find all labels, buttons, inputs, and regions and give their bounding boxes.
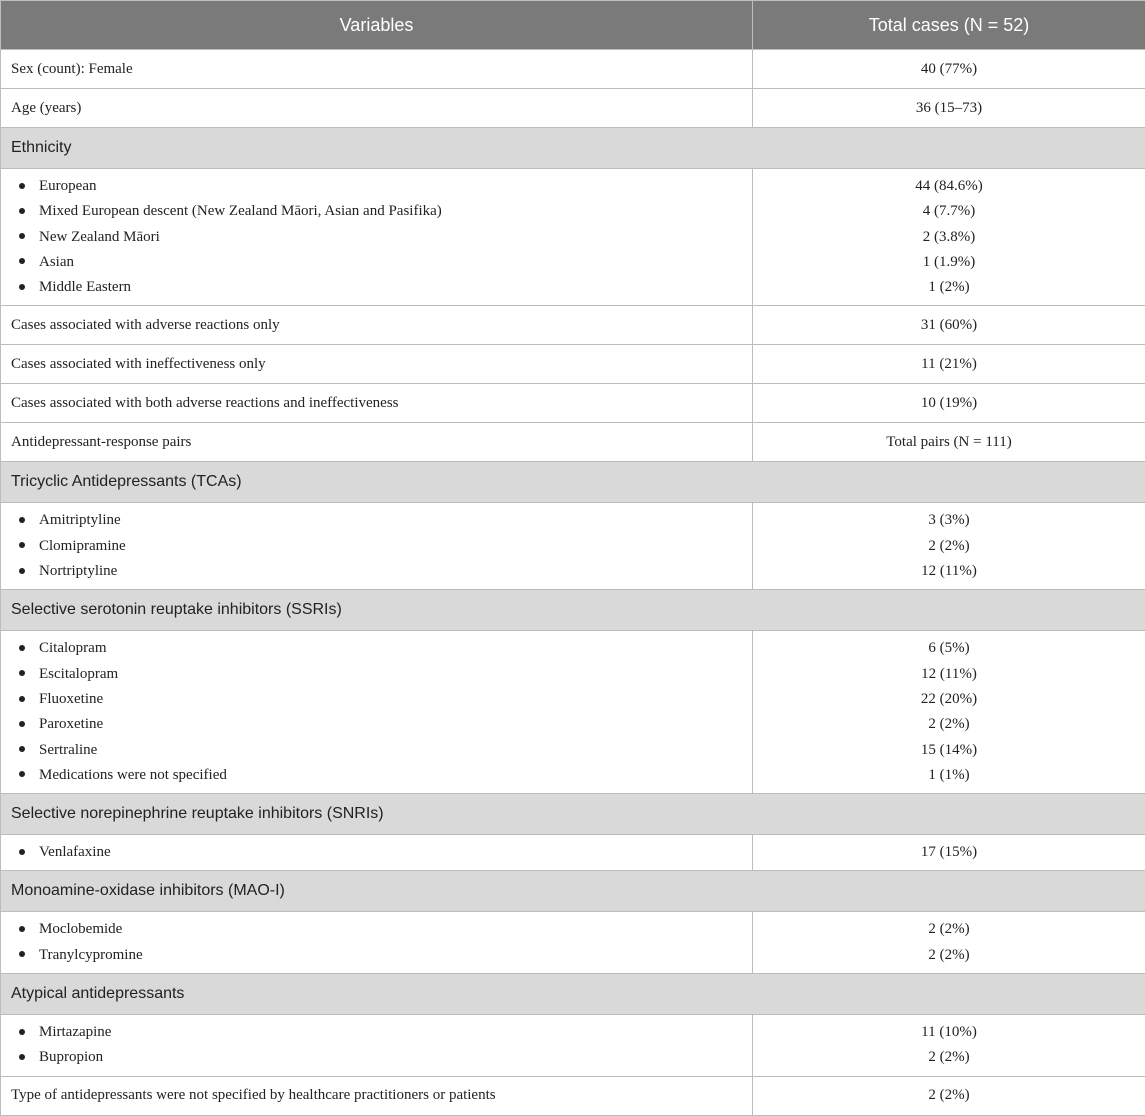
list-item-label: Nortriptyline (39, 563, 117, 579)
bullet-icon (11, 534, 39, 559)
group-values (753, 835, 1145, 871)
row-value: 10 (19%) (753, 384, 1145, 423)
list-item (11, 250, 742, 275)
list-item-label: Sertraline (39, 742, 97, 758)
list-item-value: 4 (7.7%) (763, 199, 1135, 224)
list-item (11, 225, 742, 250)
list-item (11, 534, 742, 559)
table-row (1, 384, 1145, 423)
group-row (1, 169, 1145, 306)
list-item-value: 2 (2%) (763, 534, 1135, 559)
row-value: 11 (21%) (753, 345, 1145, 384)
row-label: Antidepressant-response pairs (1, 423, 753, 462)
group-values (753, 169, 1145, 306)
row-label: Cases associated with ineffectiveness only (1, 345, 753, 384)
list-item-value: 12 (11%) (763, 662, 1135, 687)
bullet-icon (11, 687, 39, 712)
list-item-value: 15 (14%) (763, 738, 1135, 763)
row-value: 40 (77%) (753, 50, 1145, 89)
list-item (11, 917, 742, 942)
group-values (753, 912, 1145, 974)
list-item-value: 2 (2%) (763, 712, 1135, 737)
section-title: Selective norepinephrine reuptake inhibitors (SNRIs) (1, 794, 1145, 835)
row-value: Total pairs (N = 111) (753, 423, 1145, 462)
group-labels (1, 835, 753, 871)
list-item-label: Escitalopram (39, 666, 118, 682)
section-header-row (1, 128, 1145, 169)
list-item-label: Venlafaxine (39, 844, 111, 860)
section-header-row (1, 590, 1145, 631)
group-labels (1, 912, 753, 974)
row-value: 36 (15–73) (753, 89, 1145, 128)
list-item-value: 22 (20%) (763, 687, 1135, 712)
list-item-label: Middle Eastern (39, 279, 131, 295)
group-row (1, 1015, 1145, 1077)
bullet-icon (11, 917, 39, 942)
list-item (11, 1045, 742, 1070)
group-row (1, 503, 1145, 590)
list-item-value: 2 (3.8%) (763, 225, 1135, 250)
list-item-label: Amitriptyline (39, 512, 121, 528)
list-item-label: European (39, 178, 96, 194)
table-row (1, 306, 1145, 345)
row-label: Age (years) (1, 89, 753, 128)
section-title: Tricyclic Antidepressants (TCAs) (1, 462, 1145, 503)
list-item (11, 738, 742, 763)
bullet-icon (11, 559, 39, 584)
list-item-label: Moclobemide (39, 921, 122, 937)
section-header-row (1, 794, 1145, 835)
group-values (753, 631, 1145, 794)
list-item-value: 2 (2%) (763, 917, 1135, 942)
bullet-icon (11, 174, 39, 199)
list-item-label: Medications were not specified (39, 767, 227, 783)
bullet-icon (11, 636, 39, 661)
group-values (753, 1015, 1145, 1077)
table-body (1, 50, 1145, 1116)
list-item-value: 2 (2%) (763, 943, 1135, 968)
bullet-icon (11, 763, 39, 788)
list-item-value: 1 (2%) (763, 275, 1135, 300)
list-item (11, 508, 742, 533)
list-item (11, 712, 742, 737)
list-item-label: Tranylcypromine (39, 947, 143, 963)
section-title: Monoamine-oxidase inhibitors (MAO-I) (1, 871, 1145, 912)
list-item-label: Bupropion (39, 1049, 103, 1065)
row-label: Cases associated with both adverse reactions and ineffectiveness (1, 384, 753, 423)
section-header-row (1, 462, 1145, 503)
table-header-row (1, 1, 1145, 50)
group-labels (1, 503, 753, 590)
section-title: Ethnicity (1, 128, 1145, 169)
list-item-value: 1 (1%) (763, 763, 1135, 788)
list-item (11, 840, 742, 865)
bullet-icon (11, 840, 39, 865)
bullet-icon (11, 943, 39, 968)
list-item-label: Fluoxetine (39, 691, 103, 707)
list-item-value: 12 (11%) (763, 559, 1135, 584)
list-item-label: Paroxetine (39, 716, 103, 732)
bullet-icon (11, 662, 39, 687)
list-item (11, 662, 742, 687)
bullet-icon (11, 1045, 39, 1070)
list-item (11, 763, 742, 788)
list-item (11, 199, 742, 224)
section-title: Atypical antidepressants (1, 974, 1145, 1015)
bullet-icon (11, 1020, 39, 1045)
list-item (11, 687, 742, 712)
section-title: Selective serotonin reuptake inhibitors (SSRIs) (1, 590, 1145, 631)
group-row (1, 835, 1145, 871)
list-item (11, 559, 742, 584)
group-values (753, 503, 1145, 590)
bullet-icon (11, 275, 39, 300)
list-item-label: Asian (39, 254, 74, 270)
bullet-icon (11, 225, 39, 250)
row-label: Sex (count): Female (1, 50, 753, 89)
list-item-value: 6 (5%) (763, 636, 1135, 661)
list-item-label: Clomipramine (39, 538, 126, 554)
list-item-label: Mirtazapine (39, 1024, 111, 1040)
list-item (11, 1020, 742, 1045)
table-row (1, 423, 1145, 462)
row-value: 31 (60%) (753, 306, 1145, 345)
table-row (1, 89, 1145, 128)
bullet-icon (11, 712, 39, 737)
table-row (1, 345, 1145, 384)
table-row (1, 50, 1145, 89)
list-item-label: Mixed European descent (New Zealand Māori, Asian and Pasifika) (39, 203, 442, 219)
list-item-value: 3 (3%) (763, 508, 1135, 533)
list-item-value: 2 (2%) (763, 1045, 1135, 1070)
header-variables: Variables (1, 1, 753, 50)
list-item-value: 44 (84.6%) (763, 174, 1135, 199)
group-labels (1, 169, 753, 306)
list-item-value: 11 (10%) (763, 1020, 1135, 1045)
list-item (11, 636, 742, 661)
list-item-value: 17 (15%) (763, 840, 1135, 865)
list-item-value: 1 (1.9%) (763, 250, 1135, 275)
section-header-row (1, 974, 1145, 1015)
bullet-icon (11, 738, 39, 763)
bullet-icon (11, 508, 39, 533)
list-item-label: New Zealand Māori (39, 229, 160, 245)
table-row (1, 1076, 1145, 1115)
row-label: Cases associated with adverse reactions only (1, 306, 753, 345)
group-labels (1, 1015, 753, 1077)
bullet-icon (11, 199, 39, 224)
group-labels (1, 631, 753, 794)
row-label: Type of antidepressants were not specified by healthcare practitioners or patients (1, 1076, 753, 1115)
row-value: 2 (2%) (753, 1076, 1145, 1115)
list-item (11, 174, 742, 199)
bullet-icon (11, 250, 39, 275)
list-item (11, 275, 742, 300)
group-row (1, 631, 1145, 794)
header-total-cases: Total cases (N = 52) (753, 1, 1145, 50)
group-row (1, 912, 1145, 974)
list-item-label: Citalopram (39, 640, 107, 656)
section-header-row (1, 871, 1145, 912)
list-item (11, 943, 742, 968)
